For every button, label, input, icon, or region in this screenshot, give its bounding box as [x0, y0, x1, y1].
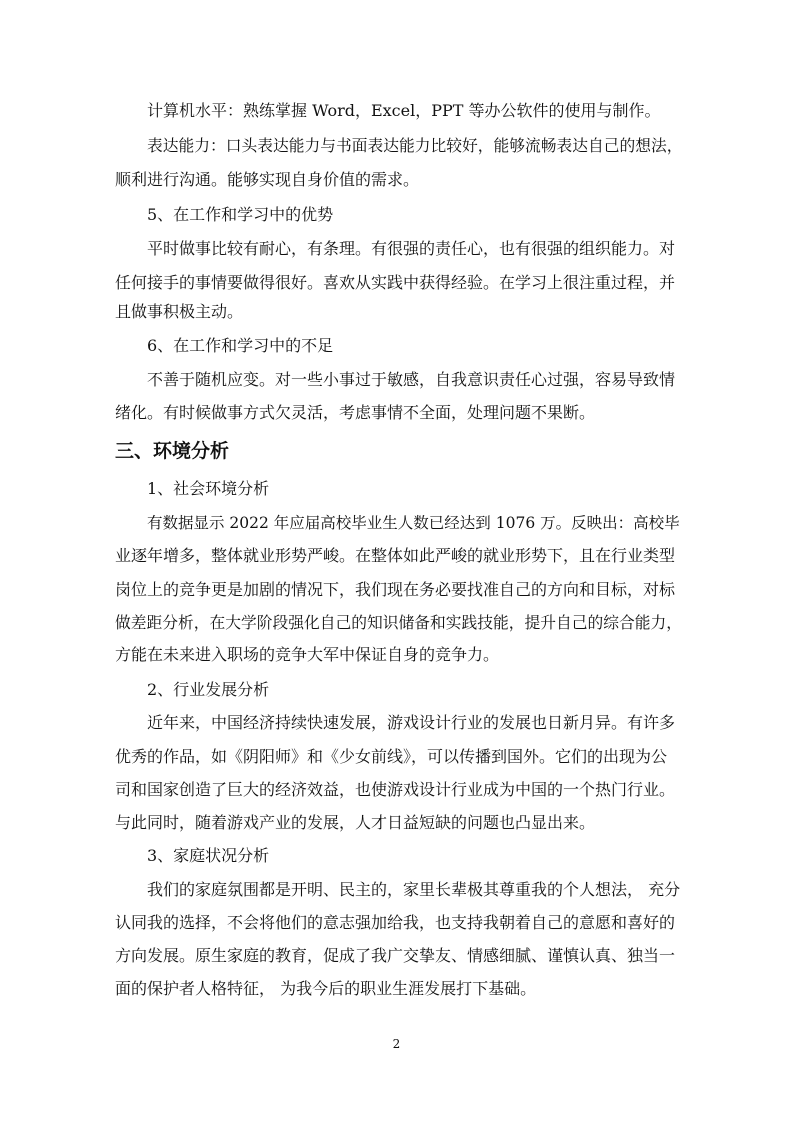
text-line: 任何接手的事情要做得很好。喜欢从实践中获得经验。在学习上很注重过程，并: [115, 273, 676, 292]
text-line: 业逐年增多，整体就业形势严峻。在整体如此严峻的就业形势下，且在行业类型: [115, 546, 676, 565]
section-subheading: 1、社会环境分析: [147, 479, 270, 498]
text-line: 优秀的作品，如《阴阳师》和《少女前线》，可以传播到国外。它们的出现为公: [115, 747, 668, 766]
text-line: 有数据显示 2022 年应届高校毕业生人数已经达到 1076 万。反映出：高校毕: [147, 514, 680, 532]
text-line: 我们的家庭氛围都是开明、民主的，家里长辈极其尊重我的个人想法， 充分: [147, 880, 681, 899]
text-line: 认同我的选择，不会将他们的意志强加给我，也支持我朝着自己的意愿和喜好的: [115, 913, 676, 932]
text-line: 面的保护者人格特征， 为我今后的职业生涯发展打下基础。: [115, 979, 537, 998]
text-line: 司和国家创造了巨大的经济效益，也使游戏设计行业成为中国的一个热门行业。: [115, 780, 676, 799]
section-subheading: 3、家庭状况分析: [147, 846, 270, 865]
text-line: 顺利进行沟通。能够实现自身价值的需求。: [115, 170, 420, 189]
section-subheading: 5、在工作和学习中的优势: [147, 205, 334, 224]
text-line: 绪化。有时候做事方式欠灵活，考虑事情不全面，处理问题不果断。: [115, 403, 596, 422]
text-line: 岗位上的竞争更是加剧的情况下，我们现在务必要找准自己的方向和目标，对标: [115, 580, 676, 599]
text-line: 做差距分析，在大学阶段强化自己的知识储备和实践技能，提升自己的综合能力，: [115, 613, 682, 632]
text-line: 方向发展。原生家庭的教育，促成了我广交挚友、情感细腻、谨慎认真、独当一: [115, 946, 676, 965]
text-line: 平时做事比较有耐心，有条理。有很强的责任心，也有很强的组织能力。对: [147, 239, 676, 258]
section-heading: 三、环境分析: [115, 440, 230, 462]
text-line: 不善于随机应变。对一些小事过于敏感，自我意识责任心过强，容易导致情: [147, 370, 676, 389]
text-line: 近年来，中国经济持续快速发展，游戏设计行业的发展也日新月异。有许多: [147, 713, 676, 732]
section-subheading: 2、行业发展分析: [147, 680, 270, 699]
text-line: 方能在未来进入职场的竞争大军中保证自身的竞争力。: [115, 645, 500, 664]
section-subheading: 6、在工作和学习中的不足: [147, 336, 334, 355]
text-line: 与此同时，随着游戏产业的发展，人才日益短缺的问题也凸显出来。: [115, 813, 596, 832]
text-line: 表达能力：口头表达能力与书面表达能力比较好，能够流畅表达自己的想法，: [147, 136, 683, 155]
text-line: 且做事积极主动。: [115, 302, 244, 321]
text-line: 计算机水平：熟练掌握 Word，Excel，PPT 等办公软件的使用与制作。: [147, 101, 661, 120]
page-number: 2: [392, 1037, 401, 1051]
